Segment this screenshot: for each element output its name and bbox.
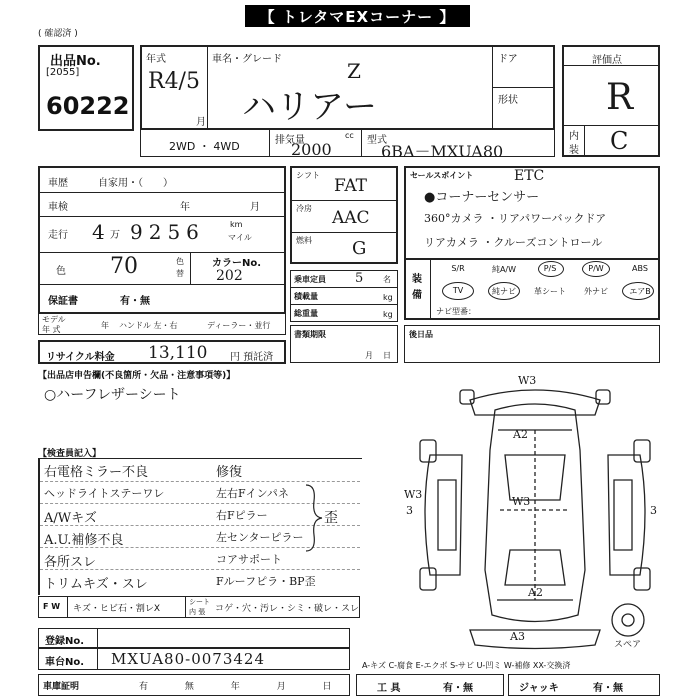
recycle-row — [38, 340, 286, 364]
inspector-left-4: A.U.補修不良 — [44, 533, 124, 548]
inspection-month: 月 — [250, 202, 260, 213]
doc-expiry-unit: 月日 — [365, 351, 401, 360]
score-label: 評価点 — [592, 55, 622, 66]
lot-tag: [2055] — [46, 67, 80, 78]
color-no-label: カラーNo. — [212, 258, 262, 269]
car-name: ハリアー — [242, 87, 377, 127]
mark-left-a: W3 — [404, 488, 423, 501]
inspector-left-2: ヘッドライトステーワレ — [44, 487, 165, 500]
jack-label: ジャッキ — [519, 683, 559, 694]
car-info-box — [140, 45, 555, 130]
retrofit-box — [404, 325, 660, 363]
mileage-unit-mile: マイル — [228, 233, 252, 242]
inspector-left-1: 右電格ミラー不良 — [44, 465, 149, 480]
selling-point-3: 360°カメラ ・リアパワーバックドア — [424, 212, 607, 225]
doc-expiry-label: 書類期限 — [294, 330, 326, 339]
car-name-label: 車名・グレード — [212, 54, 282, 65]
tools-value: 有・無 — [443, 683, 473, 694]
lot-box — [38, 45, 134, 131]
load-label: 積載量 — [294, 292, 318, 301]
interior-label-2: 装 — [569, 145, 579, 156]
navi-model-label: ナビ型番： — [436, 307, 476, 316]
model-year-label-2: 年 式 — [42, 325, 61, 334]
equipment-label-1: 装 — [412, 274, 422, 285]
score-value: R — [606, 77, 634, 118]
fw-seat-2: 内 張 — [189, 608, 206, 616]
interior-value: C — [610, 127, 629, 155]
circle-mark-airbag — [622, 282, 654, 300]
mileage-label: 走行 — [48, 230, 68, 241]
model-year-label-1: モデル — [42, 315, 66, 324]
inspector-right-2: 左右Fインパネ — [216, 487, 289, 500]
model-year-year: 年 — [101, 321, 109, 330]
car-grade: Z — [347, 59, 361, 83]
history-value: 自家用・（ ） — [98, 178, 173, 189]
chassis-row — [38, 648, 350, 670]
drive-label: 2WD ・ 4WD — [169, 140, 240, 153]
doc-expiry-box — [290, 325, 401, 363]
spec-row — [140, 129, 555, 161]
fw-label: F W — [43, 602, 61, 611]
year-value: R4/5 — [148, 69, 200, 94]
chassis-value: MXUA80-0073424 — [111, 650, 266, 668]
circle-mark-pw — [582, 261, 610, 277]
mark-right: 3 — [650, 504, 657, 517]
capacity-value: 5 — [355, 271, 364, 286]
displacement-value: 2000 — [291, 140, 332, 159]
history-label: 車歴 — [48, 178, 68, 189]
equip-airbag: エアB — [629, 287, 651, 296]
year-unit: 月 — [196, 117, 206, 128]
weight-label: 総重量 — [294, 309, 318, 318]
mark-top: W3 — [518, 374, 537, 387]
fuel-label: 燃料 — [296, 236, 312, 245]
fw-seat-1: シート — [189, 598, 210, 606]
aircon-value: AAC — [332, 208, 370, 228]
equip-ext-navi: 外ナビ — [584, 287, 608, 296]
equip-ps: P/S — [543, 264, 557, 273]
mileage-unit-km: km — [230, 220, 243, 229]
seller-notes-text: ○ハーフレザーシート — [44, 387, 181, 403]
displacement-unit: cc — [345, 131, 354, 140]
equip-pw: P/W — [588, 264, 604, 273]
selling-point-4: リアカメラ ・クルーズコントロール — [424, 236, 603, 249]
weight-unit: kg — [383, 310, 393, 319]
interior-label-1: 内 — [569, 131, 579, 142]
color-label: 色 — [56, 266, 66, 277]
color-no-value: 202 — [216, 268, 243, 284]
aircon-label: 冷房 — [296, 204, 312, 213]
inspection-year: 年 — [180, 202, 190, 213]
mileage-value: 9256 — [130, 220, 205, 244]
recycle-label: リサイクル料金 — [46, 352, 115, 363]
cert-row — [38, 674, 350, 696]
equip-sr: S/R — [451, 264, 465, 273]
color-mid-1: 色 — [176, 257, 184, 266]
equip-aw: 純A/W — [491, 265, 517, 274]
mark-left-b: 3 — [406, 504, 413, 517]
shift-label: シフト — [296, 171, 320, 180]
spare-label: スペア — [614, 640, 642, 650]
mark-trunk: A2 — [528, 586, 543, 599]
inspector-left-5: 各所スレ — [44, 555, 97, 570]
warranty-label: 保証書 — [48, 296, 78, 307]
recycle-value: 13,110 — [148, 343, 208, 363]
bracket-text: 歪 — [324, 510, 338, 526]
model-year-dealer: ディーラー・並行 — [207, 321, 271, 330]
reg-no-row — [38, 628, 350, 648]
warranty-value: 有・無 — [120, 296, 150, 307]
score-box — [562, 45, 660, 157]
equip-leather: 革シート — [534, 287, 566, 296]
inspector-right-6: Fルーフピラ・BP歪 — [216, 575, 316, 588]
selling-point-1: ETC — [514, 168, 545, 184]
capacity-box — [290, 270, 398, 322]
shape-label: 形状 — [498, 95, 518, 106]
mark-rear: A3 — [510, 630, 525, 643]
lot-number: 60222 — [46, 92, 130, 120]
model-label: 型式 — [367, 135, 387, 146]
reg-no-label: 登録No. — [45, 636, 85, 647]
fuel-value: G — [352, 238, 367, 259]
displacement-label: 排気量 — [275, 135, 305, 146]
inspector-right-5: コアサポート — [216, 553, 282, 566]
lot-label: 出品No. — [50, 54, 101, 69]
selling-points-label: セールスポイント — [410, 171, 474, 180]
mark-hood: A2 — [513, 428, 528, 441]
selling-points-box — [404, 166, 660, 260]
fw-seat-items: コゲ・穴・汚レ・シミ・破レ・スレ — [215, 604, 360, 614]
inspector-right-4: 左センターピラー — [216, 531, 304, 544]
circle-mark-navi — [488, 282, 520, 300]
load-unit: kg — [383, 293, 393, 302]
recycle-unit: 円 預託済 — [230, 352, 274, 363]
equip-tv: TV — [452, 286, 464, 295]
color-value: 70 — [110, 254, 138, 279]
chassis-label: 車台No. — [45, 657, 85, 668]
page-header: 【 トレタマEXコーナー 】 — [245, 5, 470, 27]
year-label: 年式 — [146, 54, 166, 65]
door-label: ドア — [498, 54, 518, 65]
fw-items: キズ・ヒビ石・割レX — [73, 604, 160, 614]
equip-navi: 純ナビ — [492, 287, 516, 296]
cert-label: 車庫証明 — [43, 682, 80, 692]
selling-point-2: ●コーナーセンサー — [424, 190, 540, 205]
circle-mark-ps — [538, 261, 564, 277]
color-mid-2: 替 — [176, 269, 184, 278]
circle-mark-tv — [442, 282, 474, 300]
mileage-unit-man: 万 — [110, 230, 120, 241]
model-value: 6BA－MXUA80 — [381, 142, 504, 161]
cert-items: 有 無 年 月 日 — [139, 682, 332, 692]
capacity-label: 乗車定員 — [294, 275, 326, 284]
inspector-box — [38, 458, 362, 595]
inspector-label: 【検査員記入】 — [38, 449, 102, 459]
equipment-label-2: 備 — [412, 290, 422, 301]
shift-value: FAT — [334, 176, 368, 196]
car-damage-diagram — [400, 370, 670, 650]
bracket-mark — [304, 483, 324, 553]
top-note: ( 確認済 ) — [38, 29, 78, 39]
model-year-handle: ハンドル 左・右 — [119, 321, 178, 330]
tools-label: 工 具 — [377, 683, 401, 694]
inspection-label: 車検 — [48, 202, 68, 213]
inspector-left-3: A/Wキズ — [44, 511, 97, 526]
mark-roof: W3 — [512, 495, 531, 508]
mileage-man: 4 — [92, 220, 105, 244]
jack-value: 有・無 — [593, 683, 623, 694]
shift-box — [290, 166, 398, 264]
equipment-box — [404, 258, 660, 320]
history-table — [38, 166, 286, 314]
inspector-left-6: トリムキズ・スレ — [44, 577, 148, 592]
capacity-unit: 名 — [383, 275, 391, 284]
equip-abs: ABS — [632, 264, 648, 273]
fw-row — [38, 596, 360, 618]
jack-row — [508, 674, 660, 696]
model-year-row — [38, 313, 286, 335]
tools-row — [356, 674, 504, 696]
inspector-right-1: 修復 — [216, 465, 243, 480]
retrofit-label: 後日品 — [409, 330, 433, 339]
seller-notes-label: 【出品店申告欄(不良箇所・欠品・注意事項等)】 — [38, 371, 236, 381]
damage-legend: A-キズ C-腐食 E-エクボ S-サビ U-凹ミ W-補修 XX-交換済 — [362, 661, 571, 670]
inspector-right-3: 右Fピラー — [216, 509, 268, 522]
